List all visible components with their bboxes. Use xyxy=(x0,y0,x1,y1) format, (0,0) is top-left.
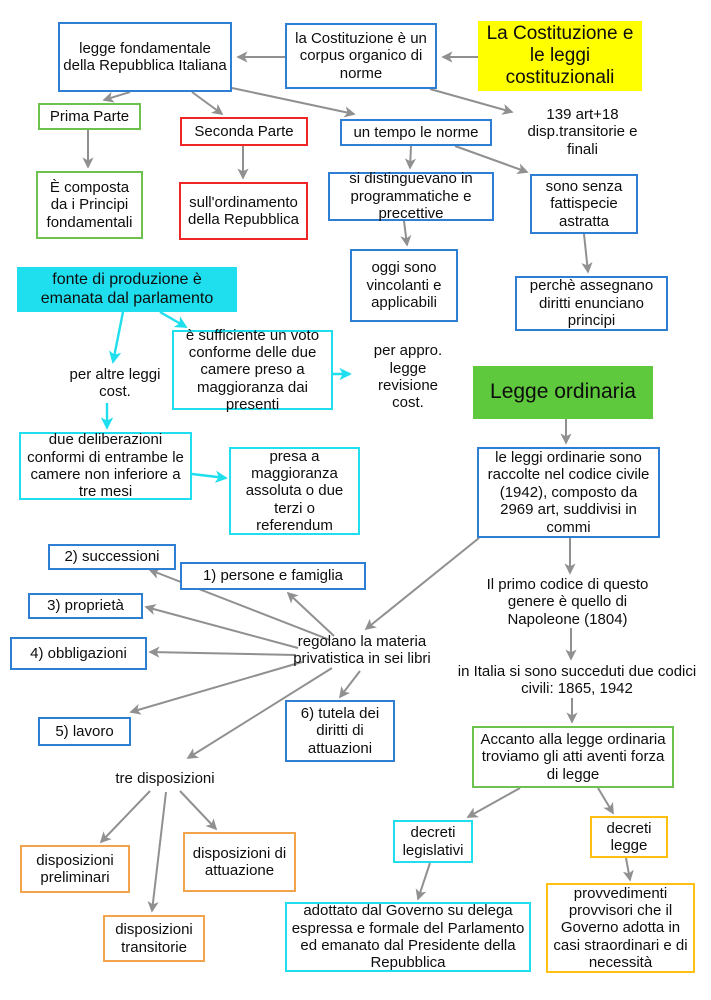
node-presa-a-maggioranza: presa a maggioranza assoluta o due terzi o referendum xyxy=(229,447,360,535)
node-persone-e-famiglia: 1) persone e famiglia xyxy=(180,562,366,590)
connector-arrow-32 xyxy=(160,312,186,327)
connector-arrow-4 xyxy=(104,92,130,100)
connector-arrow-31 xyxy=(113,312,123,362)
node-lavoro: 5) lavoro xyxy=(38,717,131,746)
node-tutela: 6) tutela dei diritti di attuazioni xyxy=(285,700,395,762)
node-due-deliberazioni: due deliberazioni conformi di entrambe le camere non inferiore a tre mesi xyxy=(19,432,192,500)
node-e-sufficiente: è sufficiente un voto conforme delle due camere preso a maggioranza dai presenti xyxy=(172,330,333,410)
node-titolo: La Costituzione e le leggi costituzionali xyxy=(478,21,642,91)
node-in-italia: in Italia si sono succeduti due codici civili: 1865, 1942 xyxy=(457,662,697,697)
node-provvedimenti: provvedimenti provvisori che il Governo adotta in casi straordinari e di necessità xyxy=(546,883,695,973)
connector-arrow-22 xyxy=(340,671,360,697)
node-tre-disposizioni: tre disposizioni xyxy=(115,770,215,788)
node-primo-codice: Il primo codice di questo genere è quello di Napoleone (1804) xyxy=(486,575,649,628)
node-sono-senza: sono senza fattispecie astratta xyxy=(530,174,638,234)
node-decreti-legge: decreti legge xyxy=(590,816,668,858)
connector-arrow-5 xyxy=(192,92,222,114)
connector-arrow-9 xyxy=(455,146,527,172)
connector-arrow-30 xyxy=(626,858,630,880)
node-disposizioni-transitorie: disposizioni transitorie xyxy=(103,915,205,962)
connector-arrow-28 xyxy=(598,788,613,813)
node-e-composta: È composta da i Principi fondamentali xyxy=(36,171,143,239)
connector-arrow-21 xyxy=(131,662,302,712)
node-obbligazioni: 4) obbligazioni xyxy=(10,637,147,670)
node-leggi-ordinarie-raccolte: le leggi ordinarie sono raccolte nel codice civile (1942), composto da 2969 art, suddivisi in commi xyxy=(477,447,660,538)
node-prima-parte: Prima Parte xyxy=(38,103,141,130)
node-disposizioni-attuazione: disposizioni di attuazione xyxy=(183,832,296,892)
node-decreti-legislativi: decreti legislativi xyxy=(393,820,473,863)
node-legge-fondamentale: legge fondamentale della Repubblica Italiana xyxy=(58,22,232,92)
connector-arrow-16 xyxy=(366,538,479,629)
connector-arrow-27 xyxy=(468,788,520,817)
node-per-appro: per appro. legge revisione cost. xyxy=(373,342,443,412)
connector-arrow-10 xyxy=(404,221,407,245)
node-si-distinguevano: si distinguevano in programmatiche e precettive xyxy=(328,172,494,221)
node-oggi-sono: oggi sono vincolanti e applicabili xyxy=(350,249,458,322)
connector-arrow-29 xyxy=(418,863,430,899)
connector-arrow-18 xyxy=(288,593,334,636)
connector-arrow-24 xyxy=(101,791,150,842)
node-sull-ordinamento: sull'ordinamento della Repubblica xyxy=(179,182,308,240)
node-per-altre-leggi: per altre leggi cost. xyxy=(69,365,161,400)
node-disposizioni-preliminari: disposizioni preliminari xyxy=(20,845,130,893)
connector-arrow-11 xyxy=(584,234,588,272)
node-un-tempo-le-norme: un tempo le norme xyxy=(340,119,492,146)
node-art-139: 139 art+18 disp.transitorie e finali xyxy=(527,105,638,158)
node-costituzione-corpus: la Costituzione è un corpus organico di norme xyxy=(285,23,437,89)
node-successioni: 2) successioni xyxy=(48,544,176,570)
connector-arrow-26 xyxy=(180,791,216,829)
node-legge-ordinaria: Legge ordinaria xyxy=(473,366,653,419)
node-regolano: regolano la materia privatistica in sei libri xyxy=(293,632,431,667)
node-seconda-parte: Seconda Parte xyxy=(180,117,308,146)
connector-arrow-8 xyxy=(410,146,411,168)
node-adottato-dal-governo: adottato dal Governo su delega espressa e formale del Parlamento ed emanato dal Presidente della Repubblica xyxy=(285,902,531,972)
node-accanto: Accanto alla legge ordinaria troviamo gli atti aventi forza di legge xyxy=(472,726,674,788)
connector-arrow-2 xyxy=(430,89,512,112)
node-perche-assegnano: perchè assegnano diritti enunciano principi xyxy=(515,276,668,331)
node-fonte-di-produzione: fonte di produzione è emanata dal parlamento xyxy=(17,267,237,312)
node-proprieta: 3) proprietà xyxy=(28,593,143,619)
connector-arrow-34 xyxy=(192,474,226,478)
connector-arrow-3 xyxy=(232,88,354,114)
connector-arrow-25 xyxy=(152,792,166,911)
